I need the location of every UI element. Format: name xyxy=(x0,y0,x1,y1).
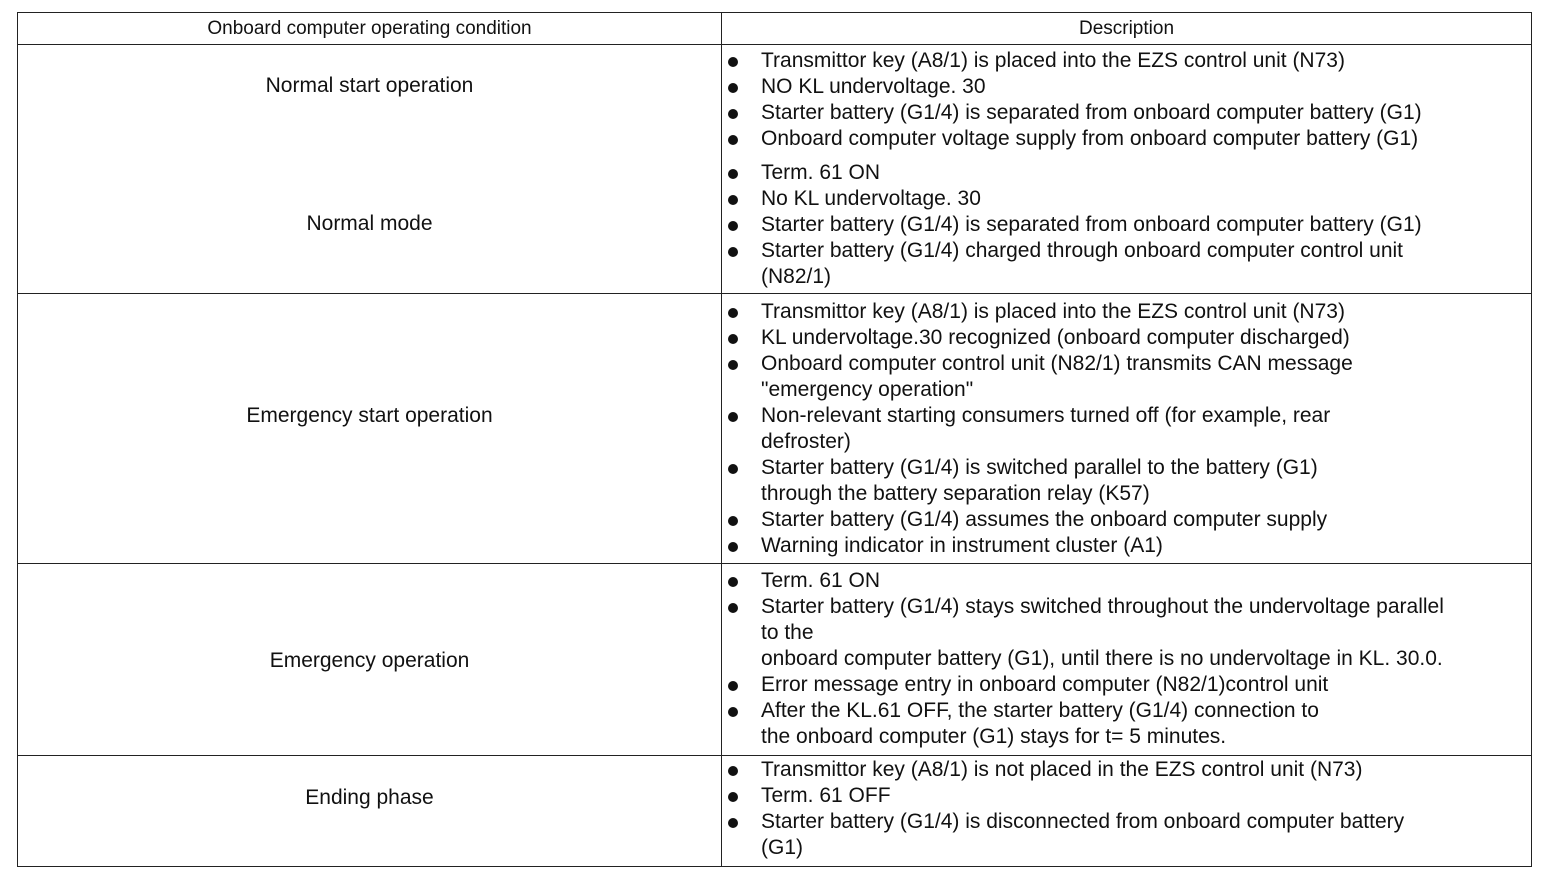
bullet-icon xyxy=(728,577,738,587)
condition-normal-mode: Normal mode xyxy=(306,212,433,235)
description-normal-mode xyxy=(722,160,1531,290)
list-item: Starter battery (G1/4) is separated from onboard computer battery (G1) xyxy=(722,100,1531,126)
row-divider xyxy=(18,293,1531,294)
bullet-icon xyxy=(728,221,738,231)
bullet-icon xyxy=(728,516,738,526)
description-emergency-operation xyxy=(722,568,1531,750)
list-item: Onboard computer voltage supply from onboard computer battery (G1) xyxy=(722,126,1531,152)
list-item: Starter battery (G1/4) stays switched throughout the undervoltage parallel to the onboard computer battery (G1), until there is no undervoltage in KL. 30.0. xyxy=(722,594,1531,672)
bullet-icon xyxy=(728,818,738,828)
list-item: Transmittor key (A8/1) is placed into the EZS control unit (N73) xyxy=(722,48,1531,74)
bullet-icon xyxy=(728,412,738,422)
list-item: Transmittor key (A8/1) is placed into the EZS control unit (N73) xyxy=(722,299,1531,325)
bullet-icon xyxy=(728,57,738,67)
header-description: Description xyxy=(1078,18,1175,39)
bullet-icon xyxy=(728,766,738,776)
list-item: Warning indicator in instrument cluster (A1) xyxy=(722,533,1531,559)
row-divider xyxy=(18,755,1531,756)
bullet-icon xyxy=(728,195,738,205)
bullet-icon xyxy=(728,707,738,717)
operating-conditions-table xyxy=(17,12,1532,867)
description-emergency-start-operation xyxy=(722,299,1531,559)
list-item: Term. 61 OFF xyxy=(722,783,1531,809)
list-item: Starter battery (G1/4) is separated from onboard computer battery (G1) xyxy=(722,212,1531,238)
condition-ending-phase: Ending phase xyxy=(305,786,434,809)
description-ending-phase xyxy=(722,757,1531,861)
list-item: Term. 61 ON xyxy=(722,160,1531,186)
bullet-icon xyxy=(728,603,738,613)
list-item: KL undervoltage.30 recognized (onboard computer discharged) xyxy=(722,325,1531,351)
list-item: Onboard computer control unit (N82/1) transmits CAN message "emergency operation" xyxy=(722,351,1531,403)
condition-emergency-operation: Emergency operation xyxy=(269,649,470,672)
row-divider xyxy=(18,563,1531,564)
bullet-icon xyxy=(728,334,738,344)
list-item: Starter battery (G1/4) is switched parallel to the battery (G1) through the battery separation relay (K57) xyxy=(722,455,1531,507)
list-item: Non-relevant starting consumers turned off (for example, rear defroster) xyxy=(722,403,1531,455)
condition-normal-start-operation: Normal start operation xyxy=(265,74,474,97)
bullet-icon xyxy=(728,792,738,802)
header-condition: Onboard computer operating condition xyxy=(207,18,532,39)
list-item: Term. 61 ON xyxy=(722,568,1531,594)
bullet-icon xyxy=(728,83,738,93)
bullet-icon xyxy=(728,360,738,370)
description-normal-start-operation xyxy=(722,48,1531,152)
bullet-icon xyxy=(728,169,738,179)
list-item: No KL undervoltage. 30 xyxy=(722,186,1531,212)
bullet-icon xyxy=(728,542,738,552)
list-item: After the KL.61 OFF, the starter battery (G1/4) connection to the onboard computer (G1) stays for t= 5 minutes. xyxy=(722,698,1531,750)
list-item: Transmittor key (A8/1) is not placed in the EZS control unit (N73) xyxy=(722,757,1531,783)
list-item: Starter battery (G1/4) assumes the onboard computer supply xyxy=(722,507,1531,533)
bullet-icon xyxy=(728,247,738,257)
bullet-icon xyxy=(728,135,738,145)
list-item: Starter battery (G1/4) charged through onboard computer control unit (N82/1) xyxy=(722,238,1531,290)
bullet-icon xyxy=(728,464,738,474)
list-item: Error message entry in onboard computer (N82/1)control unit xyxy=(722,672,1531,698)
bullet-icon xyxy=(728,681,738,691)
condition-emergency-start-operation: Emergency start operation xyxy=(246,404,493,427)
list-item: NO KL undervoltage. 30 xyxy=(722,74,1531,100)
list-item: Starter battery (G1/4) is disconnected from onboard computer battery (G1) xyxy=(722,809,1531,861)
header-divider xyxy=(18,44,1531,45)
bullet-icon xyxy=(728,109,738,119)
bullet-icon xyxy=(728,308,738,318)
